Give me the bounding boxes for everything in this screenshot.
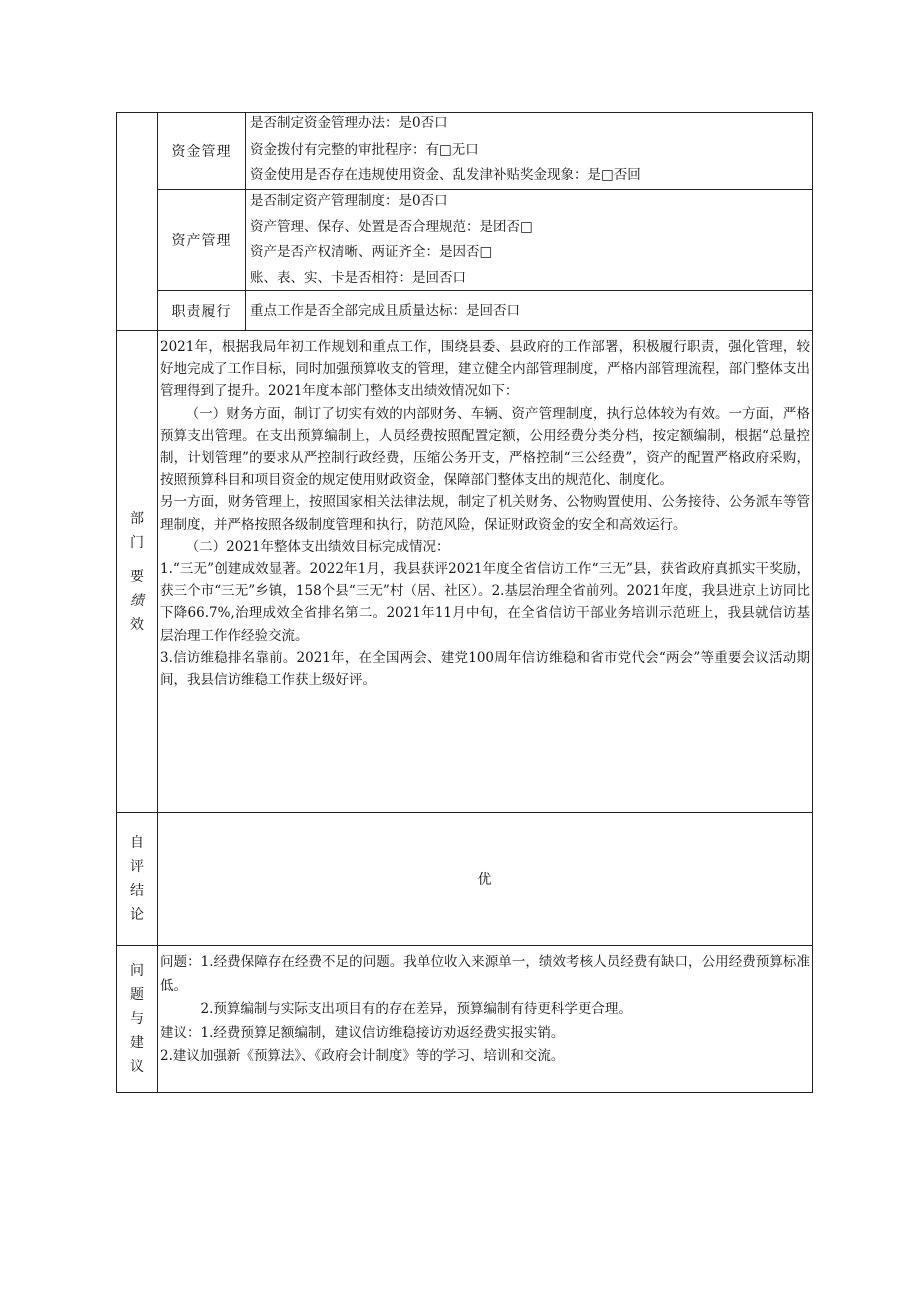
label-char: 建 (130, 1035, 144, 1051)
table-divider (157, 189, 812, 190)
duty-check-1: 重点工作是否全部完成且质量达标：是回否口 (250, 303, 520, 319)
fund-check-2: 资金拨付有完整的审批程序：有□无口 (250, 142, 479, 158)
performance-paragraph: （二）2021年整体支出绩效目标完成情况： (185, 538, 450, 555)
performance-paragraph: 1.“三无”创建成效显著。2022年1月，我县获评2021年度全省信访工作“三无”县，获省政府真抓实干奖励，获三个市“三无”乡镇，158个县“三无”村（居、社区）。2.基层治理全省前列。2021年度，我县进京上访同比下降66.7%,治理成效全省排名第二。2021年11月中旬，在全省信访干部业务培训示范班上，我县就信访基层治理工作作经验交流。 (160, 561, 810, 644)
label-char: 与 (130, 1011, 144, 1027)
performance-paragraph: 3.信访维稳排名靠前。2021年，在全国两会、建党100周年信访维稳和省市党代会“两会”等重要会议活动期间，我县信访维稳工作获上级好评。 (160, 649, 810, 689)
issues-paragraph: 问题：1.经费保障存在经费不足的问题。我单位收入来源单一，绩效考核人员经费有缺口，公用经费预算标准低。 (160, 954, 810, 994)
duty-label: 职责履行 (171, 303, 232, 320)
performance-paragraph: 另一方面，财务管理上，按照国家相关法律法规，制定了机关财务、公物购置使用、公务接待、公务派车等管理制度，并严格按照各级制度管理和执行，防范风险，保证财政资金的安全和高效运行。 (160, 494, 810, 533)
table-divider (117, 330, 812, 331)
performance-paragraph: （一）财务方面，制订了切实有效的内部财务、车辆、资产管理制度，执行总体较为有效。一方面，严格预算支出管理。在支出预算编制上，人员经费按照配置定额，公用经费分类分档，按定额编制，根据“总量控制，计划管理”的要求从严控制行政经费，压缩公务开支，严格控制“三公经费”，资产的配置严格政府采购，按照预算科目和项目资金的规定使用财政资金，保障部门整体支出的规范化、制度化。 (160, 405, 810, 489)
conclusion-value: 优 (477, 872, 493, 888)
conclusion-label (117, 813, 157, 945)
performance-content (160, 336, 810, 691)
label-char: 效 (130, 616, 144, 633)
evaluation-table (116, 112, 813, 1093)
issues-paragraph: 建议：1.经费预算足额编制，建议信访维稳接访劝返经费实报实销。 (160, 1024, 565, 1041)
label-char: 自 (130, 835, 144, 851)
asset-check-1: 是否制定资产管理制度：是0否口 (250, 193, 448, 209)
table-divider (245, 113, 246, 330)
label-char: 论 (130, 907, 144, 923)
fund-check-3: 资金使用是否存在违规使用资金、乱发津补贴奖金现象：是□否回 (250, 167, 641, 183)
label-char: 问 (130, 963, 144, 979)
label-char: 评 (130, 859, 144, 875)
performance-label (117, 331, 157, 812)
fund-check-1: 是否制定资金管理办法：是0否口 (250, 115, 448, 131)
asset-check-4: 账、表、实、卡是否相符：是回否口 (250, 270, 466, 286)
asset-check-3: 资产是否产权清晰、两证齐全：是因否□ (250, 244, 493, 260)
table-divider (117, 945, 812, 946)
issues-label (117, 946, 157, 1092)
table-divider (157, 290, 812, 291)
performance-paragraph: 2021年，根据我局年初工作规划和重点工作，围绕县委、县政府的工作部署，积极履行职责，强化管理，较好地完成了工作目标，同时加强预算收支的管理，建立健全内部管理制度，严格内部管理流程，部门整体支出管理得到了提升。2021年度本部门整体支出绩效情况如下： (160, 339, 810, 400)
asset-check-2: 资产管理、保存、处置是否合理规范：是团否□ (250, 219, 533, 235)
label-char: 部 (130, 510, 144, 527)
issues-content (160, 951, 810, 1069)
issues-paragraph: 2.预算编制与实际支出项目有的存在差异，预算编制有待更科学更合理。 (200, 1001, 632, 1017)
label-char: 题 (130, 987, 144, 1003)
asset-management-label: 资产管理 (171, 233, 232, 249)
issues-paragraph: 2.建议加强新《预算法》、《政府会计制度》等的学习、培训和交流。 (160, 1048, 565, 1064)
fund-management-label: 资金管理 (171, 144, 232, 160)
label-char: 要 (130, 568, 144, 585)
label-char: 门 (130, 534, 144, 551)
label-char: 绩 (130, 592, 144, 609)
label-char: 议 (130, 1059, 144, 1075)
label-char: 结 (130, 883, 144, 899)
